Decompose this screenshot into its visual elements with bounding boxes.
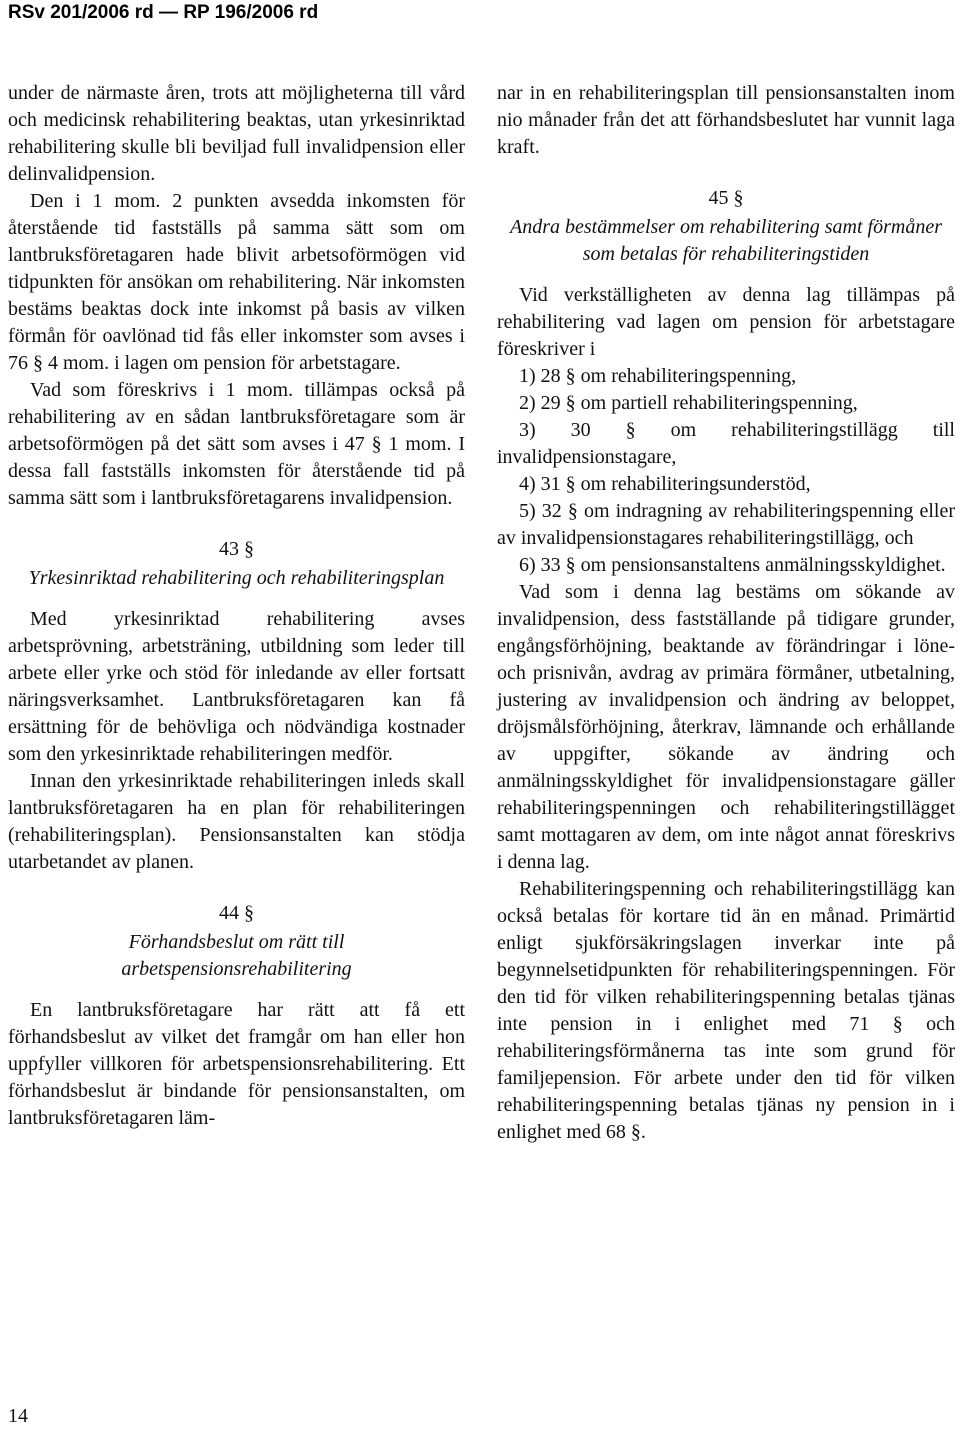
list-item: 6) 33 § om pensionsanstaltens anmälningsskyldighet. [519, 554, 946, 576]
paragraph: Vad som i denna lag bestäms om sökande av invalidpension, dess fastställande på tidigare grunder, engångsförhöjning, beaktande av förändringar i löne- och prisnivån, avdrag av primära förmåner, utbetalning, justering av invalidpension och ändring av beloppet, dröjsmålsförhöjning, återkrav, lämnande och erhållande av uppgifter, sökande av ändring och anmälningsskyldighet för invalidpensionstagare gäller rehabiliteringspenningen och rehabiliteringstillägget samt mottagaren av dem, om inte något annat föreskrivs i denna lag. [497, 581, 955, 873]
paragraph: Rehabiliteringspenning och rehabiliteringstillägg kan också betalas för kortare tid än en månad. Primärtid enligt sjukförsäkringslagen inverkar inte på begynnelsetidpunkten för rehabiliteringspenningen. För den tid för vilken rehabiliteringspenning betalas tjänas inte pension in i enlighet med 71 § och rehabiliteringsförmånerna tas inte som grund för familjepension. För arbete under den tid för vilken rehabiliteringspenning betalas tjänas ny pension in i enlighet med 68 §. [497, 878, 955, 1143]
paragraph: Vad som föreskrivs i 1 mom. tillämpas också på rehabilitering av en sådan lantbruksföretagare som är arbetsoförmögen på det sätt som avses i 47 § 1 mom. I dessa fall fastställs inkomsten för återstående tid på samma sätt som i lantbruksföretagarens invalidpension. [8, 379, 465, 509]
section-title-43: Yrkesinriktad rehabilitering och rehabiliteringsplan [28, 567, 445, 589]
section-title-45: Andra bestämmelser om rehabilitering samt förmåner som betalas för rehabiliteringstiden [509, 216, 942, 265]
document-header: RSv 201/2006 rd — RP 196/2006 rd [8, 2, 319, 23]
paragraph: En lantbruksföretagare har rätt att få ett förhandsbeslut av vilket det framgår om han eller hon uppfyller villkoren för arbetspensionsrehabilitering. Ett förhandsbeslut är bindande för pensionsanstalten, om lantbruksföretagaren läm- [8, 999, 465, 1129]
paragraph: Vid verkställigheten av denna lag tillämpas på rehabilitering vad lagen om pension för arbetstagare föreskriver i [497, 284, 955, 360]
paragraph: Med yrkesinriktad rehabilitering avses arbetsprövning, arbetsträning, utbildning som leder till arbete eller yrke och stöd för inledande av eller fortsatt näringsverksamhet. Lantbruksföretagaren kan få ersättning för de behövliga och nödvändiga kostnader som den yrkesinriktade rehabiliteringen medför. [8, 608, 465, 765]
list-item: 1) 28 § om rehabiliteringspenning, [519, 365, 797, 387]
paragraph: under de närmaste åren, trots att möjligheterna till vård och medicinsk rehabilitering beaktas, utan yrkesinriktad rehabilitering skulle bli beviljad full invalidpension eller delinvalidpension. [8, 82, 465, 185]
list-item: 2) 29 § om partiell rehabiliteringspenning, [519, 392, 858, 414]
list-item: 3) 30 § om rehabiliteringstillägg till invalidpensionstagare, [497, 419, 955, 468]
right-column [497, 80, 955, 1146]
section-number-44: 44 § [219, 902, 254, 924]
paragraph: nar in en rehabiliteringsplan till pensionsanstalten inom nio månader från det att förhandsbeslutet har vunnit laga kraft. [497, 82, 955, 158]
paragraph: Den i 1 mom. 2 punkten avsedda inkomsten för återstående tid fastställs på samma sätt som om lantbruksföretagaren hade blivit arbetsoförmögen vid tidpunkten för ansökan om rehabilitering. När inkomsten bestäms beaktas dock inte inkomst på basis av vilken förmån för oavlönad tid fås eller inkomster som avses i 76 § 4 mom. i lagen om pension för arbetstagare. [8, 190, 465, 374]
page-number: 14 [8, 1405, 28, 1427]
paragraph: Innan den yrkesinriktade rehabiliteringen inleds skall lantbruksföretagaren ha en plan för rehabiliteringen (rehabiliteringsplan). Pensionsanstalten kan stödja utarbetandet av planen. [8, 770, 465, 873]
list-item: 5) 32 § om indragning av rehabiliteringspenning eller av invalidpensionstagares rehabiliteringstillägg, och [497, 500, 955, 549]
list-item: 4) 31 § om rehabiliteringsunderstöd, [519, 473, 811, 495]
section-number-45: 45 § [708, 187, 744, 209]
section-title-44: Förhandsbeslut om rätt till arbetspensionsrehabilitering [121, 931, 352, 980]
section-number-43: 43 § [219, 538, 254, 560]
left-column [8, 80, 465, 1132]
